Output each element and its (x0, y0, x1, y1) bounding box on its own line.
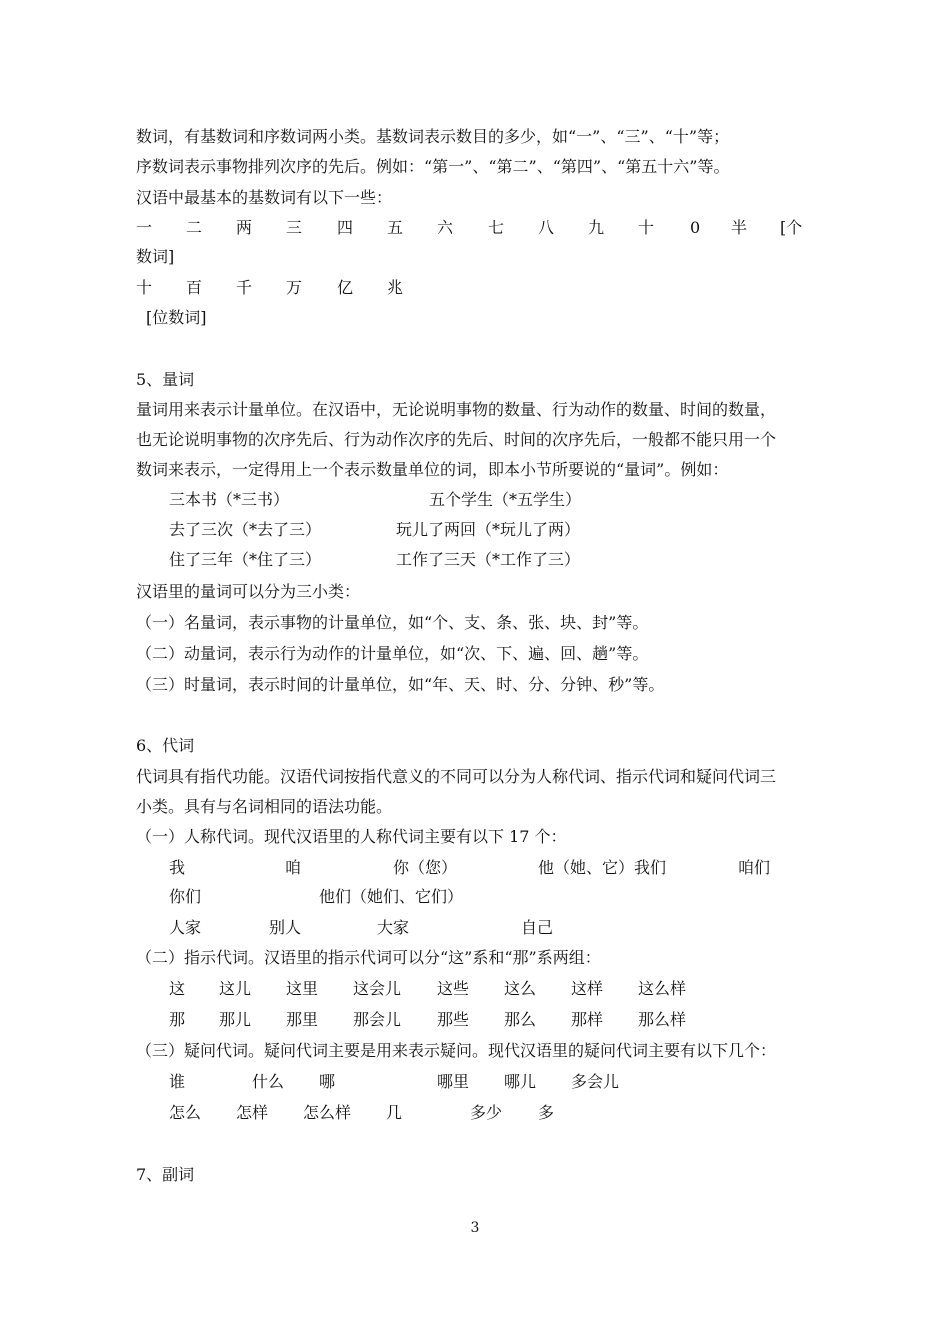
demonstrative-pronoun-intro: （二）指示代词。汉语里的指示代词可以分“这”系和“那”系两组： (136, 948, 601, 967)
measure-example: 去了三次（*去了三） (169, 520, 322, 539)
pronoun-word: 那样 (571, 1010, 604, 1029)
pronoun-word: 咱 (285, 858, 302, 877)
section-heading-pronouns: 6、代词 (136, 736, 195, 755)
pronoun-word: 别人 (269, 918, 302, 937)
pronoun-word: 多 (538, 1103, 555, 1122)
pronoun-word: 怎么 (169, 1103, 202, 1122)
pronoun-word: 这些 (437, 979, 470, 998)
pronoun-word: 怎样 (236, 1103, 269, 1122)
measure-types-intro: 汉语里的量词可以分为三小类： (136, 582, 361, 601)
cardinal-word: 四 (337, 218, 354, 237)
pronoun-word: 这样 (571, 979, 604, 998)
place-word: 兆 (387, 278, 404, 297)
cardinal-word: 八 (538, 218, 555, 237)
pronoun-word: 那么 (504, 1010, 537, 1029)
page-number: 3 (470, 1220, 480, 1236)
pronoun-word: 多会儿 (571, 1072, 620, 1091)
section-heading-measure: 5、量词 (136, 370, 195, 389)
pronoun-word: 那 (169, 1010, 186, 1029)
cardinal-word: 七 (488, 218, 505, 237)
pronoun-word: 大家 (377, 918, 410, 937)
measure-example: 五个学生（*五学生） (429, 490, 582, 509)
measure-type-item: （二）动量词，表示行为动作的计量单位，如“次、下、遍、回、趟”等。 (136, 644, 649, 663)
pronoun-word: 那么样 (638, 1010, 687, 1029)
measure-type-item: （三）时量词，表示时间的计量单位，如“年、天、时、分、分钟、秒”等。 (136, 675, 665, 694)
measure-paragraph-line: 也无论说明事物的次序先后、行为动作次序的先后、时间的次序先后，一般都不能只用一个 (136, 430, 777, 449)
pronoun-word: 多少 (470, 1103, 503, 1122)
measure-paragraph-line: 数词来表示，一定得用上一个表示数量单位的词，即本小节所要说的“量词”。例如： (136, 460, 729, 479)
pronoun-word: 咱们 (738, 858, 771, 877)
numerals-line-3: 汉语中最基本的基数词有以下一些： (136, 188, 393, 207)
pronoun-word: 哪里 (437, 1072, 470, 1091)
pronoun-paragraph-line: 代词具有指代功能。汉语代词按指代意义的不同可以分为人称代词、指示代词和疑问代词三 (136, 767, 777, 786)
pronoun-word: 怎么样 (303, 1103, 352, 1122)
pronoun-word: 哪儿 (504, 1072, 537, 1091)
pronoun-word: 那儿 (219, 1010, 252, 1029)
pronoun-word: 这儿 (219, 979, 252, 998)
cardinal-word: 六 (437, 218, 454, 237)
numerals-line-1: 数词，有基数词和序数词两小类。基数词表示数目的多少，如“一”、“三”、“十”等； (136, 127, 730, 146)
pronoun-word: 这会儿 (353, 979, 402, 998)
place-word: 亿 (337, 278, 354, 297)
place-word: 十 (136, 278, 153, 297)
pronoun-word: 我 (169, 858, 186, 877)
cardinal-word: 两 (236, 218, 253, 237)
measure-example: 玩儿了两回（*玩儿了两） (396, 520, 581, 539)
cardinal-word: 半 (731, 218, 748, 237)
pronoun-word: 自己 (521, 918, 554, 937)
pronoun-word: 人家 (169, 918, 202, 937)
pronoun-word: 他们（她们、它们） (319, 887, 464, 906)
measure-example: 工作了三天（*工作了三） (396, 550, 581, 569)
cardinal-word: 二 (186, 218, 203, 237)
pronoun-word: 那会儿 (353, 1010, 402, 1029)
cardinal-word: 十 (638, 218, 655, 237)
cardinal-category-tag: [个 (780, 218, 803, 237)
pronoun-paragraph-line: 小类。具有与名词相同的语法功能。 (136, 797, 393, 816)
measure-example: 三本书（*三书） (169, 490, 290, 509)
measure-paragraph-line: 量词用来表示计量单位。在汉语中，无论说明事物的数量、行为动作的数量、时间的数量， (136, 400, 777, 419)
measure-type-item: （一）名量词，表示事物的计量单位，如“个、支、条、张、块、封”等。 (136, 613, 649, 632)
section-heading-adverbs: 7、副词 (136, 1165, 195, 1184)
interrogative-pronoun-intro: （三）疑问代词。疑问代词主要是用来表示疑问。现代汉语里的疑问代词主要有以下几个： (136, 1041, 777, 1060)
pronoun-word: 你们 (169, 887, 202, 906)
cardinal-word: 一 (136, 218, 153, 237)
personal-pronoun-intro: （一）人称代词。现代汉语里的人称代词主要有以下 17 个： (136, 827, 567, 846)
pronoun-word: 哪 (319, 1072, 336, 1091)
pronoun-word: 这么样 (638, 979, 687, 998)
place-word: 千 (236, 278, 253, 297)
pronoun-word: 什么 (252, 1072, 285, 1091)
cardinal-word: 0 (690, 218, 701, 237)
pronoun-word: 他（她、它）我们 (538, 858, 667, 877)
measure-example: 住了三年（*住了三） (169, 550, 322, 569)
pronoun-word: 这 (169, 979, 186, 998)
pronoun-word: 几 (386, 1103, 403, 1122)
cardinal-word: 五 (387, 218, 404, 237)
pronoun-word: 那些 (437, 1010, 470, 1029)
place-category-tag: [位数词] (146, 308, 207, 327)
place-word: 百 (186, 278, 203, 297)
cardinal-category-tag-cont: 数词] (136, 247, 175, 266)
cardinal-word: 九 (588, 218, 605, 237)
place-word: 万 (286, 278, 303, 297)
numerals-line-2: 序数词表示事物排列次序的先后。例如：“第一”、“第二”、“第四”、“第五十六”等。 (136, 157, 730, 176)
pronoun-word: 这里 (286, 979, 319, 998)
pronoun-word: 谁 (169, 1072, 186, 1091)
pronoun-word: 你（您） (393, 858, 458, 877)
cardinal-word: 三 (286, 218, 303, 237)
pronoun-word: 这么 (504, 979, 537, 998)
pronoun-word: 那里 (286, 1010, 319, 1029)
